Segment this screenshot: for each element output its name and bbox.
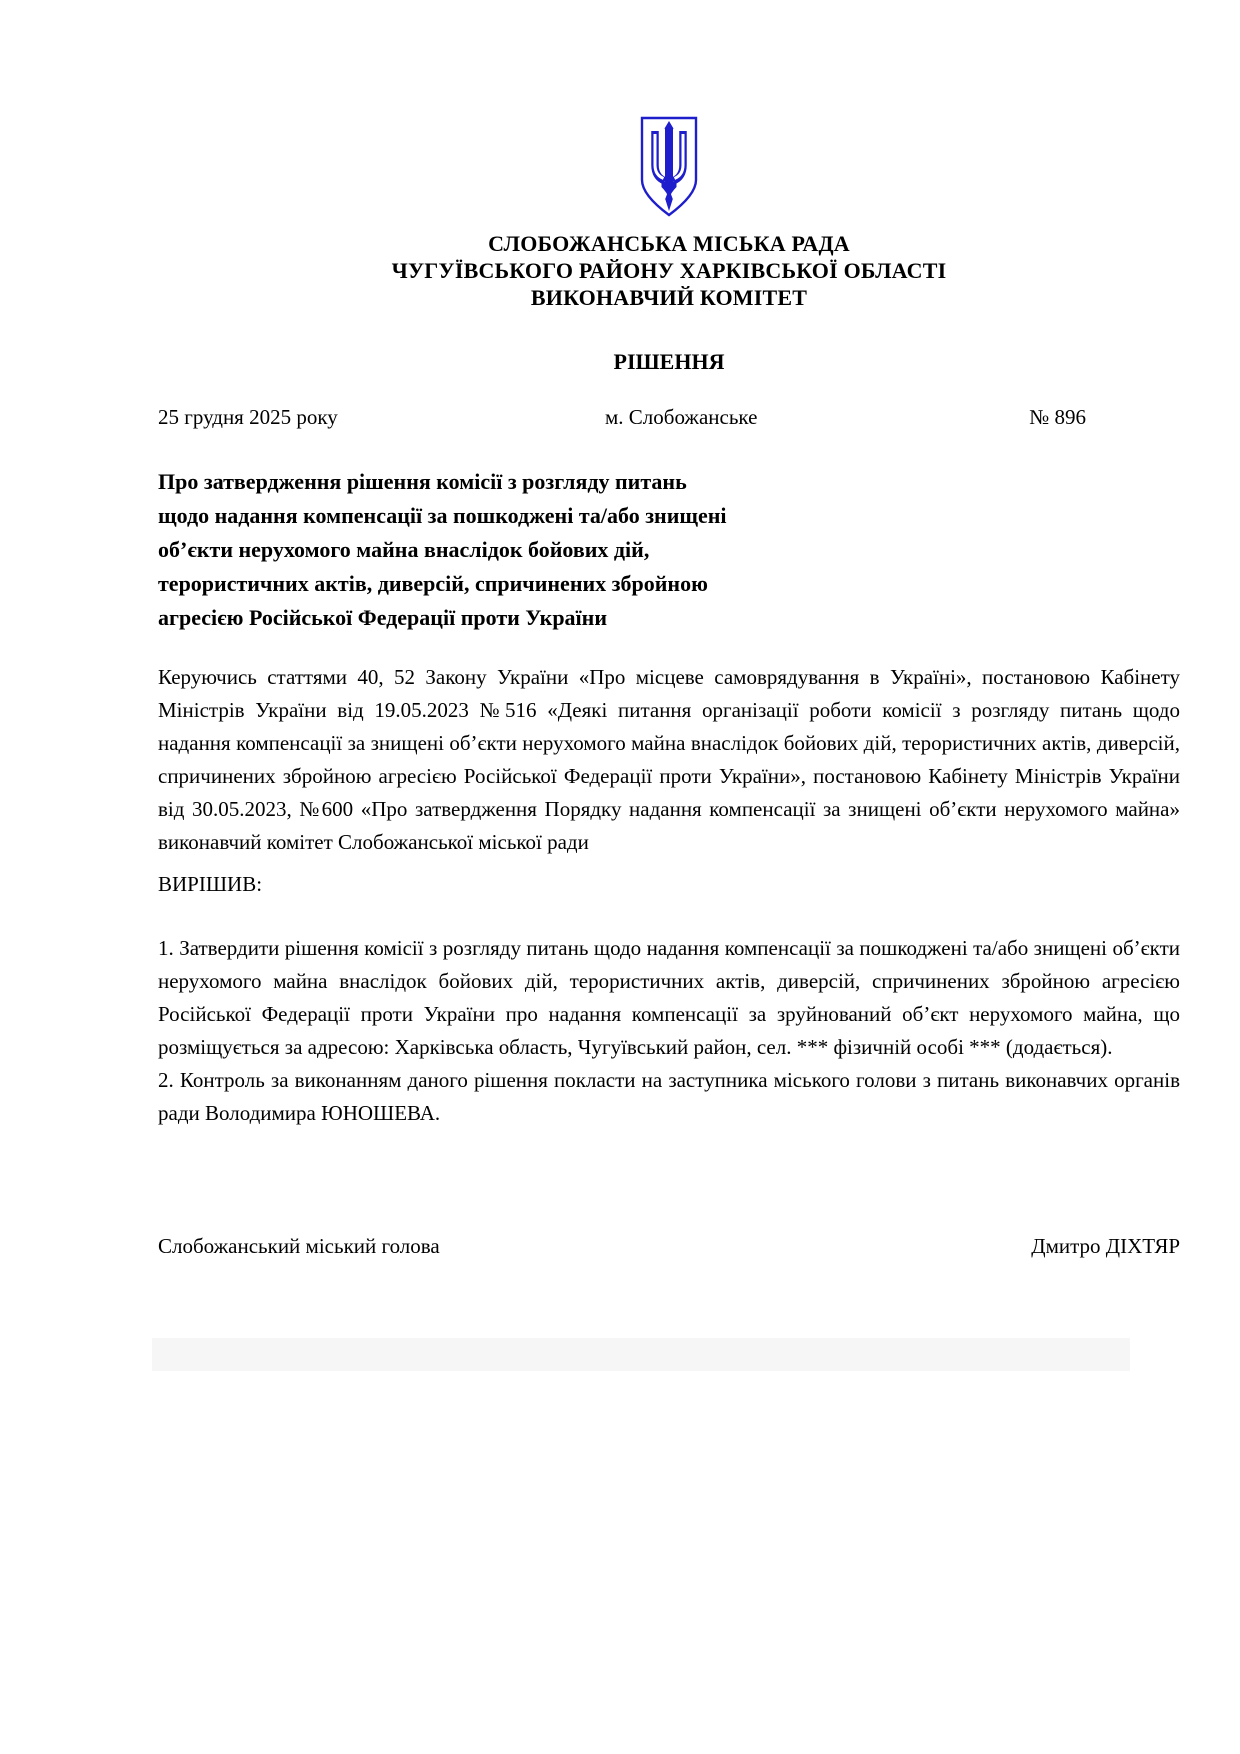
redaction-highlight-bar (152, 1338, 1130, 1371)
document-column (158, 0, 1180, 1260)
trident-emblem (158, 116, 1180, 218)
title-line: щодо надання компенсації за пошкоджені та/або знищені (158, 503, 727, 528)
document-number: № 896 (1029, 405, 1086, 429)
signature-position: Слобожанський міський голова (158, 1234, 440, 1258)
resolution-item-1: 1. Затвердити рішення комісії з розгляду питань щодо надання компенсації за пошкоджені та/або знищені об’єкти нерухомого майна внаслідок бойових дій, терористичних актів, диверсій, спричинених збройною агресією Російської Федерації проти України про надання компенсації за зруйнований об’єкт нерухомого майна, що розміщується за адресою: Харківська область, Чугуївський район, сел. *** фізичній особі *** (додається). (158, 936, 1180, 1059)
document-title (158, 465, 1180, 635)
document-place: м. Слобожанське (605, 405, 758, 429)
signature-name: Дмитро ДІХТЯР (1031, 1234, 1180, 1258)
document-date: 25 грудня 2025 року (158, 405, 338, 429)
ukraine-trident-icon (638, 116, 700, 218)
title-line: агресією Російської Федерації проти України (158, 605, 608, 630)
org-line-2: ЧУГУЇВСЬКОГО РАЙОНУ ХАРКІВСЬКОЇ ОБЛАСТІ (391, 258, 947, 283)
document-meta-row (158, 403, 1180, 431)
title-line: об’єкти нерухомого майна внаслідок бойових дій, (158, 537, 650, 562)
title-line: Про затвердження рішення комісії з розгляду питань (158, 469, 687, 494)
resolved-label: ВИРІШИВ: (158, 872, 263, 896)
org-line-3: ВИКОНАВЧИЙ КОМІТЕТ (530, 285, 808, 310)
signature-row (158, 1232, 1180, 1260)
org-line-1: СЛОБОЖАНСЬКА МІСЬКА РАДА (488, 231, 850, 256)
document-type-heading: РІШЕННЯ (613, 349, 725, 374)
title-line: терористичних актів, диверсій, спричинених збройною (158, 571, 708, 596)
resolution-item-2: 2. Контроль за виконанням даного рішення покласти на заступника міського голови з питань виконавчих органів ради Володимира ЮНОШЕВА. (158, 1068, 1180, 1125)
organization-name (158, 230, 1180, 311)
preamble-paragraph: Керуючись статтями 40, 52 Закону України «Про місцеве самоврядування в Україні», постановою Кабінету Міністрів України від 19.05.2023 №516 «Деякі питання організації роботи комісії з розгляду питань щодо надання компенсації за знищені об’єкти нерухомого майна внаслідок бойових дій, терористичних актів, диверсій, спричинених збройною агресією Російської Федерації проти України», постановою Кабінету Міністрів України від 30.05.2023, №600 «Про затвердження Порядку надання компенсації за знищені об’єкти нерухомого майна» виконавчий комітет Слобожанської міської ради (158, 665, 1180, 854)
